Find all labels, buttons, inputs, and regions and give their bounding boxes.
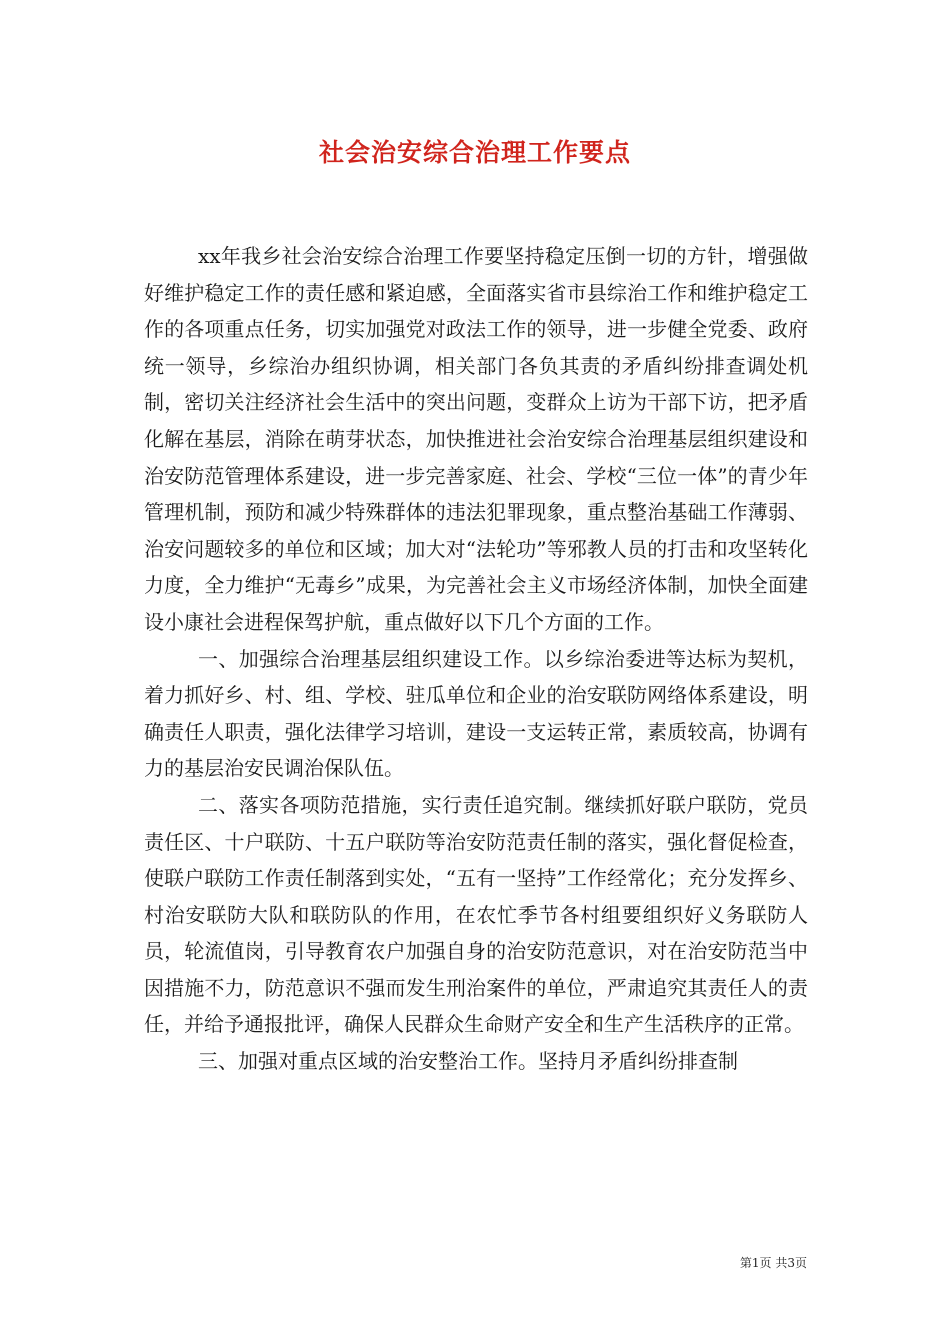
paragraph-section-3: 三、加强对重点区域的治安整治工作。坚持月矛盾纠纷排查制 [198,1049,738,1074]
page-number-footer: 第1页 共3页 [739,1256,807,1270]
document-title: 社会治安综合治理工作要点 [318,138,631,167]
paragraph-intro: xx年我乡社会治安综合治理工作要坚持稳定压倒一切的方针，增强做好维护稳定工作的责任感和紧迫感，全面落实省市县综治工作和维护稳定工作的各项重点任务，切实加强党对政法工作的领导，进一步健全党委、政府统一领导，乡综治办组织协调，相关部门各负其责的矛盾纠纷排查调处机制，密切关注经济社会生活中的突出问题，变群众上访为干部下访，把矛盾化解在基层，消除在萌芽状态，加快推进社会治安综合治理基层组织建设和治安防范管理体系建设，进一步完善家庭、社会、学校“三位一体”的青少年管理机制，预防和减少特殊群体的违法犯罪现象，重点整治基础工作薄弱、治安问题较多的单位和区域；加大对“法轮功”等邪教人员的打击和攻坚转化力度，全力维护“无毒乡”成果，为完善社会主义市场经济体制，加快全面建设小康社会进程保驾护航，重点做好以下几个方面的工作。 [144,244,808,634]
document-body [144,238,808,1080]
paragraph-section-2: 二、落实各项防范措施，实行责任追究制。继续抓好联户联防，党员责任区、十户联防、十五户联防等治安防范责任制的落实，强化督促检查，使联户联防工作责任制落到实处，“五有一坚持”工作经常化；充分发挥乡、村治安联防大队和联防队的作用，在农忙季节各村组要组织好义务联防人员，轮流值岗，引导教育农户加强自身的治安防范意识，对在治安防范当中因措施不力，防范意识不强而发生刑治案件的单位，严肃追究其责任人的责任，并给予通报批评，确保人民群众生命财产安全和生产生活秩序的正常。 [144,792,808,1037]
paragraph-section-1: 一、加强综合治理基层组织建设工作。以乡综治委进等达标为契机，着力抓好乡、村、组、学校、驻瓜单位和企业的治安联防网络体系建设，明确责任人职责，强化法律学习培训，建设一支运转正常，素质较高，协调有力的基层治安民调治保队伍。 [144,646,808,781]
